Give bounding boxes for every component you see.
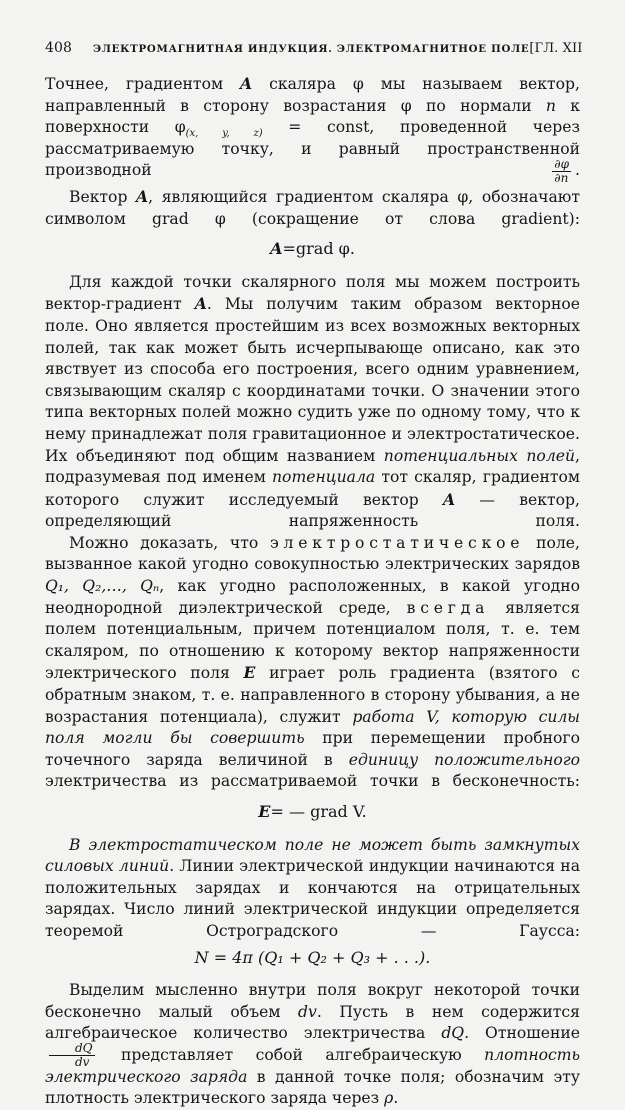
paragraph-2: Вектор A, являющийся градиентом скаляра φ, обозначают символом grad φ (сокращение от слова gradient):	[45, 186, 580, 228]
paragraph-4: Можно доказать, что электростатическое поле, вызванное какой угодно совокупностью электрических зарядов Q₁, Q₂,…, Qₙ, как угодно расположенных, в какой угодно неоднородной диэлектрической среде, всегда является полем потенциальным, причем потенциалом поля, т. е. тем скаляром, по отношению к которому вектор напряженности электрического поля E играет роль градиента (взятого с обратным знаком, т. е. направленного в сторону убывания, а не возрастания потенциала), служит работа V, которую силы поля могли бы совершить при перемещении пробного точечного заряда величиной в единицу положительного электричества из рассматриваемой точки в бесконечность:	[45, 533, 581, 791]
paragraph-5: В электростатическом поле не может быть замкнутых силовых линий. Линии электрической индукции начинаются на положительных зарядах и кончаются на отрицательных зарядах. Число линий электрической индукции определяется теоремой Остроградского — Гаусса:	[45, 835, 581, 940]
running-header	[45, 40, 582, 56]
fraction-dQ-dv: $\frac{dQ}{dv}$	[49, 1042, 95, 1069]
paragraph-6: Выделим мысленно внутри поля вокруг некоторой точки бесконечно малый объем dv. Пусть в нем содержится алгебраическое количество электричества dQ. Отношение $\frac{dQ}{dv}$ представляет собой алгебраическую плотность электрического заряда в данной точке поля; обозначим эту плотность электрического заряда через ρ.	[45, 981, 580, 1108]
page-number: 408	[45, 40, 73, 56]
chapter-marker: [ГЛ. XII	[529, 41, 583, 56]
equation-E-grad-V: E= — grad V.	[258, 802, 367, 821]
paragraph-1: Точнее, градиентом A скаляра φ мы называем вектор, направленный в сторону возрастания φ по нормали n к поверхности $\varphi_{(x, y, z)}$ = const, проведенной через рассматриваемую точку, и равный пространственной производной $\frac{\partial\varphi}{\partial n}$ .	[45, 74, 581, 185]
equation-grad: A=grad φ.	[270, 239, 355, 259]
body-text	[45, 73, 580, 1110]
running-title: ЭЛЕКТРОМАГНИТНАЯ ИНДУКЦИЯ. ЭЛЕКТРОМАГНИТНОЕ ПОЛЕ	[93, 43, 530, 55]
equation-gauss: N = 4π (Q₁ + Q₂ + Q₃ + . . .).	[194, 947, 431, 967]
fraction-dphi-dn: $\frac{\partial\varphi}{\partial n}$	[554, 156, 570, 185]
paragraph-3: Для каждой точки скалярного поля мы можем построить вектор-градиент A. Мы получим таким образом векторное поле. Оно является простейшим из всех возможных векторных полей, так как может быть исчерпывающе описано, как это явствует из способа его построения, всего одним уравнением, связывающим скаляр с координатами точки. О значении этого типа векторных полей можно судить уже по одному тому, что к нему принадлежат поля гравитационное и электростатическое. Их объединяют под общим названием потенциальных полей, подразумевая под именем потенциала тот скаляр, градиентом которого служит исследуемый вектор A — вектор, определяющий напряженность поля.	[45, 272, 581, 531]
